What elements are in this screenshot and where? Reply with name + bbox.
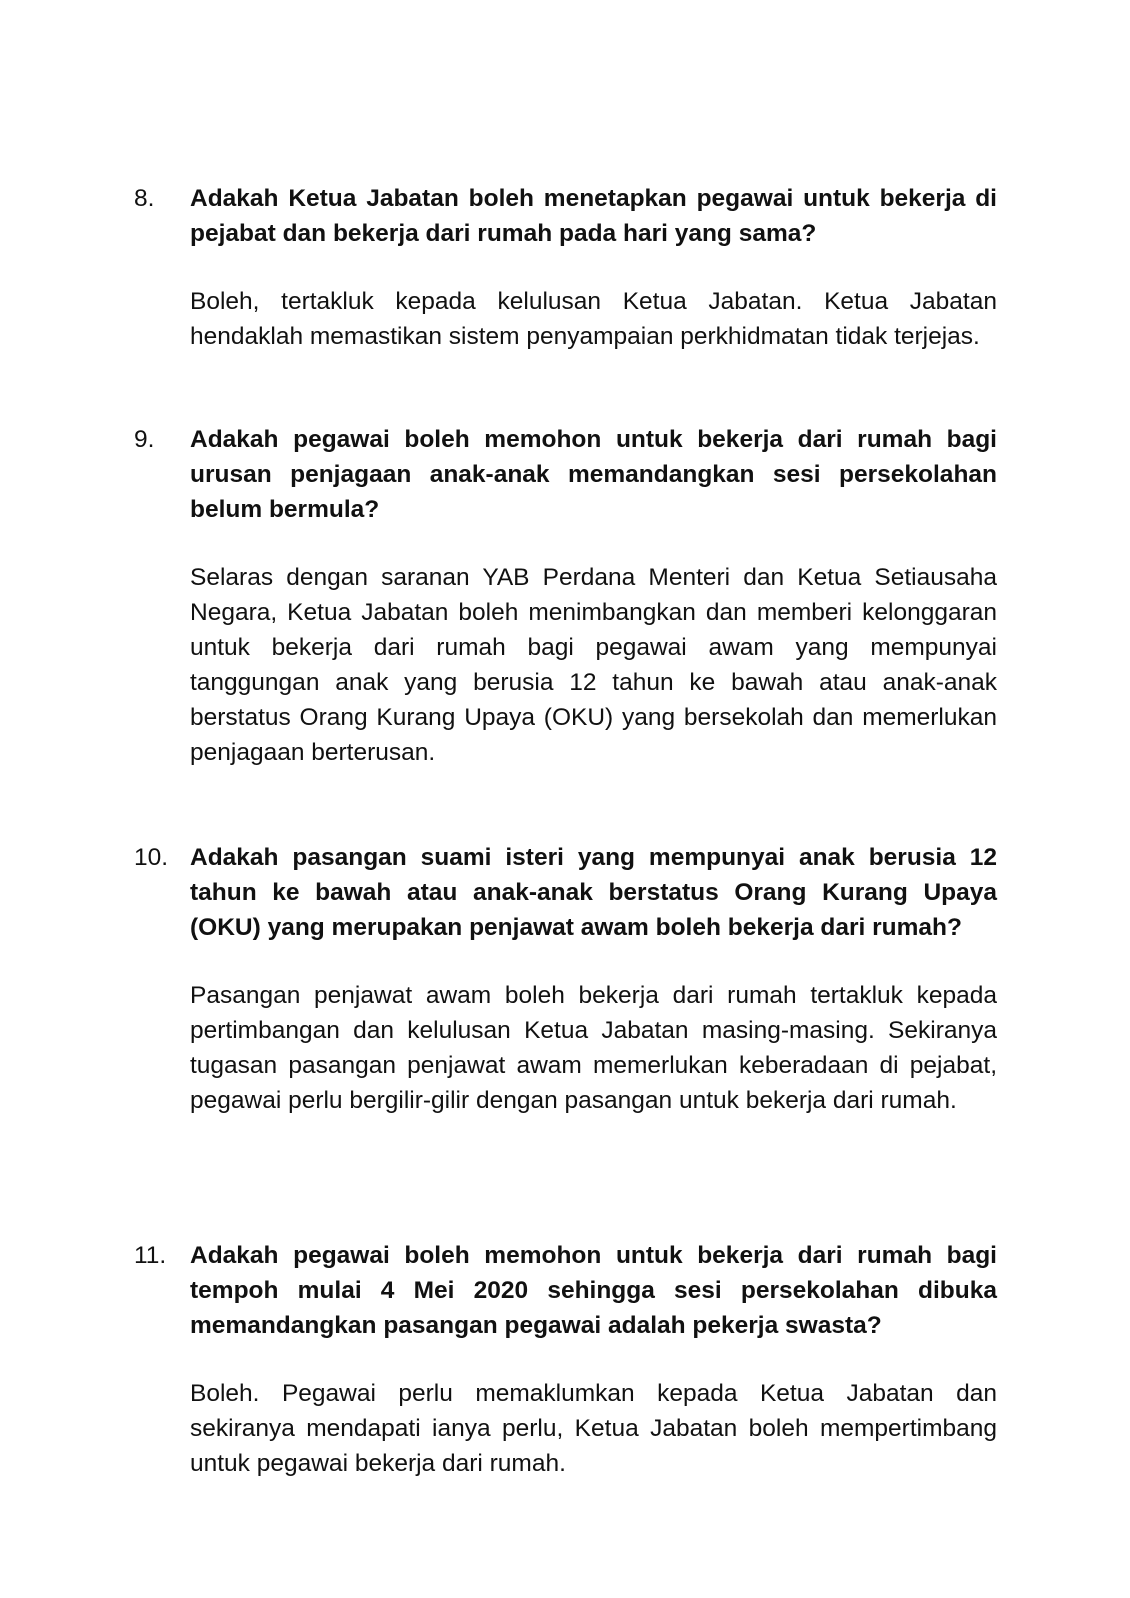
- faq-answer: Pasangan penjawat awam boleh bekerja dari rumah tertakluk kepada pertimbangan dan kelulusan Ketua Jabatan masing-masing. Sekiranya tugasan pasangan penjawat awam memerlukan keberadaan di pejabat, pegawai perlu bergilir-gilir dengan pasangan untuk bekerja dari rumah.: [190, 982, 997, 1114]
- faq-item-11: [134, 1238, 997, 1481]
- faq-item-8: [134, 181, 997, 354]
- faq-answer: Boleh. Pegawai perlu memaklumkan kepada Ketua Jabatan dan sekiranya mendapati ianya perlu, Ketua Jabatan boleh mempertimbang untuk pegawai bekerja dari rumah.: [190, 1380, 997, 1477]
- faq-number: 10.: [134, 844, 169, 871]
- faq-number: 9.: [134, 426, 155, 453]
- faq-number: 8.: [134, 185, 155, 212]
- faq-question: Adakah pegawai boleh memohon untuk bekerja dari rumah bagi urusan penjagaan anak-anak memandangkan sesi persekolahan belum bermula?: [190, 426, 997, 523]
- faq-answer: Boleh, tertakluk kepada kelulusan Ketua Jabatan. Ketua Jabatan hendaklah memastikan sistem penyampaian perkhidmatan tidak terjejas.: [190, 288, 997, 350]
- faq-item-9: [134, 422, 997, 770]
- faq-item-10: [134, 840, 997, 1118]
- faq-number: 11.: [134, 1242, 167, 1269]
- faq-answer: Selaras dengan saranan YAB Perdana Menteri dan Ketua Setiausaha Negara, Ketua Jabatan boleh menimbangkan dan memberi kelonggaran untuk bekerja dari rumah bagi pegawai awam yang mempunyai tanggungan anak yang berusia 12 tahun ke bawah atau anak-anak berstatus Orang Kurang Upaya (OKU) yang bersekolah dan memerlukan penjagaan berterusan.: [190, 564, 997, 766]
- faq-question: Adakah pasangan suami isteri yang mempunyai anak berusia 12 tahun ke bawah atau anak-anak berstatus Orang Kurang Upaya (OKU) yang merupakan penjawat awam boleh bekerja dari rumah?: [190, 844, 997, 941]
- faq-question: Adakah pegawai boleh memohon untuk bekerja dari rumah bagi tempoh mulai 4 Mei 2020 sehingga sesi persekolahan dibuka memandangkan pasangan pegawai adalah pekerja swasta?: [190, 1242, 997, 1339]
- faq-question: Adakah Ketua Jabatan boleh menetapkan pegawai untuk bekerja di pejabat dan bekerja dari rumah pada hari yang sama?: [190, 185, 997, 247]
